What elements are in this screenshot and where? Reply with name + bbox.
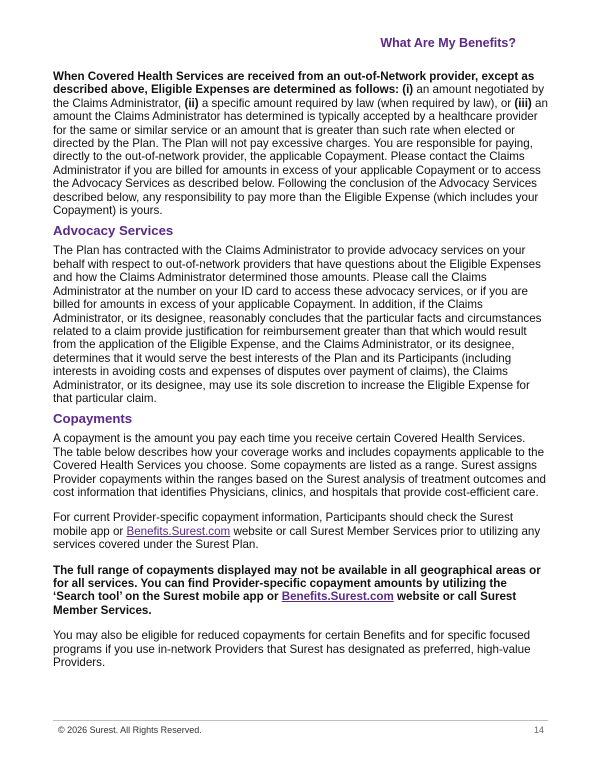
intro-text-1: an amount negotiated by the Claims Administrator,: [53, 83, 545, 110]
page-content: [53, 70, 548, 675]
copay-p3-text-b: website or call Surest Member Services.: [53, 590, 517, 617]
intro-bold-lead: When Covered Health Services are received from an out-of-Network provider, except as described above, Eligible Expenses are determined as follows: (i): [53, 70, 535, 97]
benefits-surest-link[interactable]: Benefits.Surest.com: [126, 524, 231, 538]
copayments-heading: Copayments: [53, 411, 133, 427]
copay-p2-text-a: For current Provider-specific copayment information, Participants should check the Surest mobile app or: [53, 511, 514, 538]
page-header-title: What Are My Benefits?: [380, 36, 516, 50]
copayments-paragraph-1: A copayment is the amount you pay each time you receive certain Covered Health Services. The table below describes how your coverage works and includes copayments applicable to the Covered Health Services you choose. Some copayments are listed as a range. Surest assigns Provider copayments within the ranges based on the Surest analysis of treatment outcomes and cost information that identifies Physicians, clinics, and hospitals that provide cost-efficient care.: [53, 432, 547, 499]
copay-p2-text-b: website or call Surest Member Services prior to utilizing any services covered under the Surest Plan.: [53, 524, 541, 552]
intro-marker-iii: (iii): [514, 96, 532, 110]
copayments-paragraph-2: [53, 511, 548, 551]
footer-copyright: © 2026 Surest. All Rights Reserved.: [58, 725, 202, 735]
intro-marker-ii: (ii): [184, 96, 199, 110]
advocacy-services-heading: Advocacy Services: [53, 223, 174, 239]
page-footer: [58, 725, 544, 735]
copayments-paragraph-4: You may also be eligible for reduced copayments for certain Benefits and for specific focused programs if you use in-network Providers that Surest has designated as preferred, high-value Providers.: [53, 629, 531, 670]
eligible-expenses-paragraph: [53, 70, 548, 217]
copay-p3-text-a: The full range of copayments displayed may not be available in all geographical areas or for all services. You can find Provider-specific copayment amounts by utilizing the ‘Search tool’ on the Surest mobile app or: [53, 563, 541, 604]
intro-text-2: a specific amount required by law (when required by law), or: [198, 96, 515, 110]
footer-divider: [53, 720, 548, 721]
intro-text-3: an amount the Claims Administrator has determined is typically accepted by a healthcare provider for the same or similar service or an amount that is greater than such rate when elected or directed by the Plan. The Plan will not pay excessive charges. You are responsible for paying, directly to the out-of-network provider, the applicable Copayment. Please contact the Claims Administrator if you are billed for amounts in excess of your applicable Copayment or to access the Advocacy Services as described below. Following the conclusion of the Advocacy Services described below, any responsibility to pay more than the Eligible Expense (which includes your Copayment) is yours.: [53, 96, 548, 218]
benefits-surest-link-bold[interactable]: Benefits.Surest.com: [281, 590, 394, 604]
advocacy-services-paragraph: The Plan has contracted with the Claims Administrator to provide advocacy services on your behalf with respect to out-of-network providers that have questions about the Eligible Expenses and how the Claims Administrator determined those amounts. Please call the Claims Administrator at the number on your ID card to access these advocacy services, or if you are billed for amounts in excess of your applicable Copayment. In addition, if the Claims Administrator, or its designee, reasonably concludes that the particular facts and circumstances related to a claim provide justification for reimbursement greater than that which would result from the application of the Eligible Expense, and the Claims Administrator, or its designee, determines that it would serve the best interests of the Plan and its Participants (including interests in avoiding costs and expenses of disputes over payment of claims), the Claims Administrator, or its designee, may use its sole discretion to increase the Eligible Expense for that particular claim.: [53, 244, 542, 405]
page-number: 14: [533, 725, 544, 735]
copayments-paragraph-3: [53, 564, 548, 618]
